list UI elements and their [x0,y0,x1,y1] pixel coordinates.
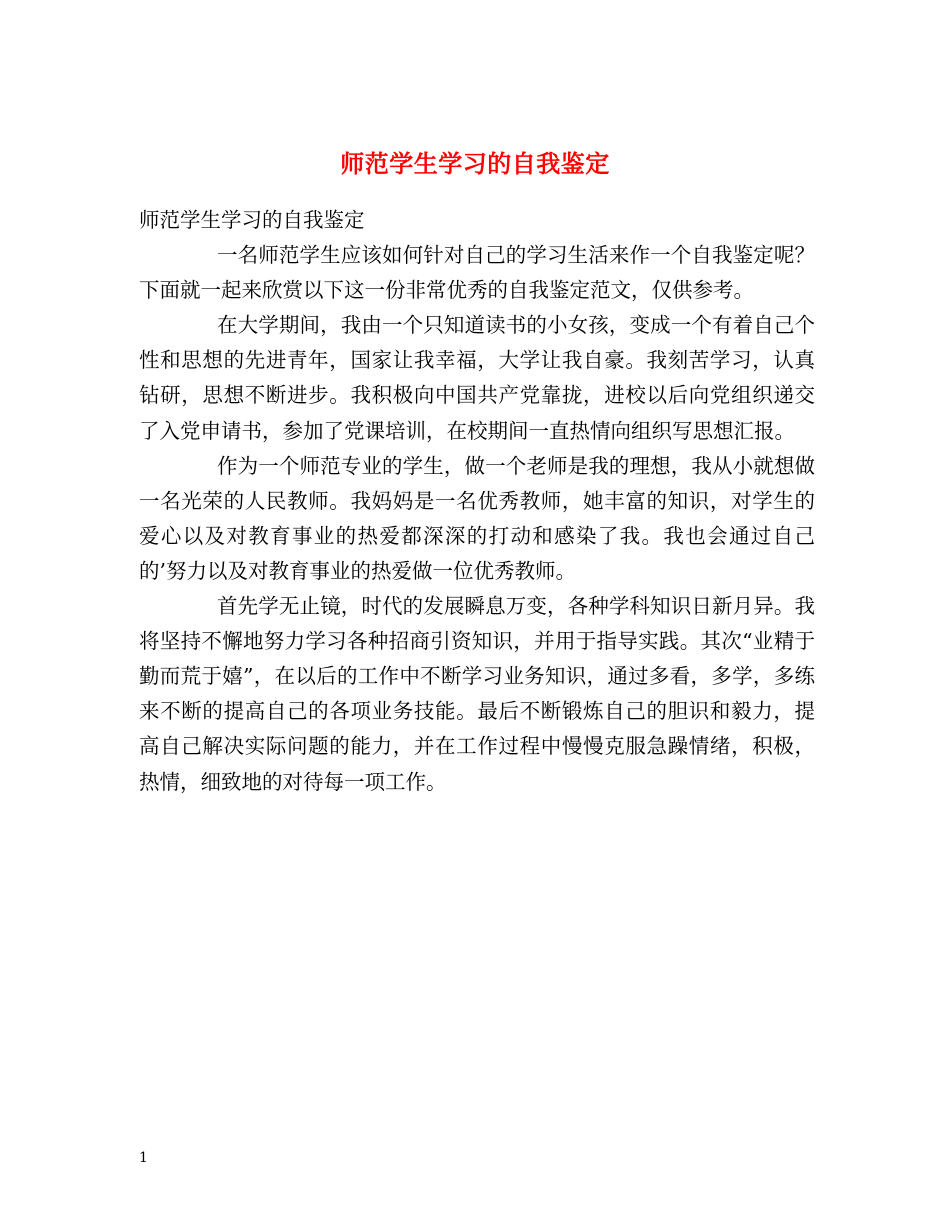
paragraph-learning-plan: 首先学无止镜，时代的发展瞬息万变，各种学科知识日新月异。我将坚持不懈地努力学习各种招商引资知识，并用于指导实践。其次“业精于勤而荒于嬉”，在以后的工作中不断学习业务知识，通过多看，多学，多练来不断的提高自己的各项业务技能。最后不断锻炼自己的胆识和毅力，提高自己解决实际问题的能力，并在工作过程中慢慢克服急躁情绪，积极，热情，细致地的对待每一项工作。 [139,594,815,794]
paragraph-teacher-ideal: 作为一个师范专业的学生，做一个老师是我的理想，我从小就想做一名光荣的人民教师。我妈妈是一名优秀教师，她丰富的知识，对学生的爱心以及对教育事业的热爱都深深的打动和感染了我。我也会通过自己的’努力以及对教育事业的热爱做一位优秀教师。 [139,453,815,583]
paragraph-university: 在大学期间，我由一个只知道读书的小女孩，变成一个有着自己个性和思想的先进青年，国家让我幸福，大学让我自豪。我刻苦学习，认真钻研，思想不断进步。我积极向中国共产党靠拢，进校以后向党组织递交了入党申请书，参加了党课培训，在校期间一直热情向组织写思想汇报。 [139,313,815,443]
document-subtitle: 师范学生学习的自我鉴定 [139,208,365,232]
paragraph-intro: 一名师范学生应该如何针对自己的学习生活来作一个自我鉴定呢？下面就一起来欣赏以下这一份非常优秀的自我鉴定范文，仅供参考。 [139,243,815,303]
document-body [139,203,815,800]
page-title: 师范学生学习的自我鉴定 [340,149,610,179]
page-number: 1 [139,1150,148,1166]
